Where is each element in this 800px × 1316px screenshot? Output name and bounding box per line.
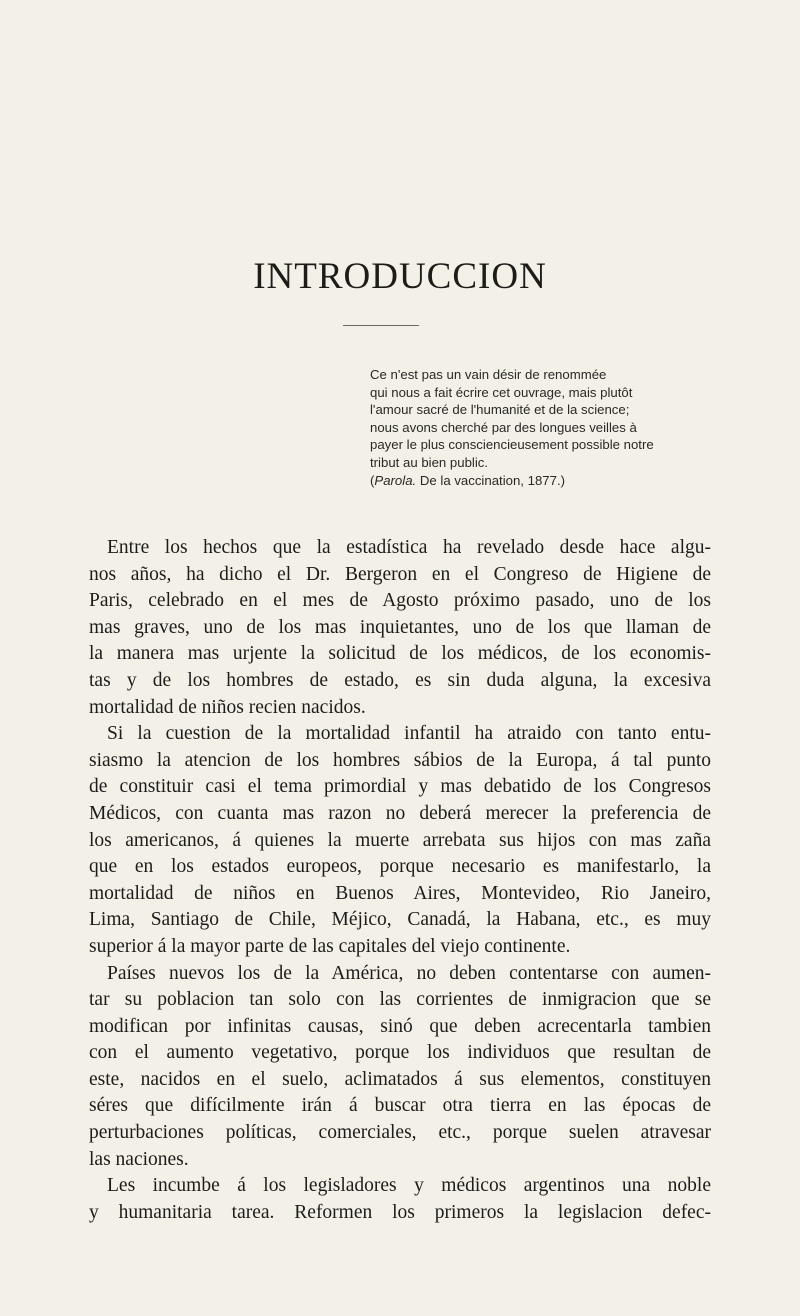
body-line: Entre los hechos que la estadística ha revelado desde hace algu-	[107, 537, 711, 558]
body-line: Países nuevos los de la América, no deben contentarse con aumen-	[107, 962, 711, 984]
body-line: los americanos, á quienes la muerte arrebata sus hijos con mas zaña	[89, 829, 711, 851]
epigraph-source	[370, 472, 710, 490]
epigraph-line: qui nous a fait écrire cet ouvrage, mais plutôt	[370, 384, 633, 400]
epigraph-line: tribut au bien public.	[370, 454, 489, 470]
body-line: modifican por infinitas causas, sinó que deben acrecentarla tambien	[89, 1015, 711, 1037]
body-line: Lima, Santiago de Chile, Méjico, Canadá, la Habana, etc., es muy	[89, 909, 711, 931]
body-line: siasmo la atencion de los hombres sábios de la Europa, á tal punto	[89, 749, 711, 771]
epigraph-source-author: Parola.	[374, 472, 417, 488]
body-text	[89, 535, 711, 1226]
epigraph-line: payer le plus consciencieusement possible notre	[370, 437, 654, 453]
epigraph-source-rest: De la vaccination, 1877.)	[416, 472, 566, 488]
epigraph-line: l'amour sacré de l'humanité et de la science;	[370, 402, 630, 418]
body-line: que en los estados europeos, porque necesario es manifestarlo, la	[89, 856, 711, 878]
body-line: mortalidad de niños en Buenos Aires, Montevideo, Rio Janeiro,	[89, 882, 711, 904]
body-line: tar su poblacion tan solo con las corrientes de inmigracion que se	[89, 989, 711, 1011]
epigraph-line: nous avons cherché par des longues veilles à	[370, 419, 637, 435]
body-line: Paris, celebrado en el mes de Agosto próximo pasado, uno de los	[89, 590, 711, 612]
body-line: este, nacidos en el suelo, aclimatados á sus elementos, constituyen	[89, 1068, 711, 1090]
body-line: de constituir casi el tema primordial y mas debatido de los Congresos	[89, 776, 711, 798]
body-line: séres que difícilmente irán á buscar otra tierra en las épocas de	[89, 1095, 711, 1117]
body-line: las naciones.	[89, 1148, 189, 1170]
body-line: Médicos, con cuanta mas razon no deberá merecer la preferencia de	[89, 802, 711, 824]
epigraph-source-open: (	[370, 472, 375, 488]
body-line: mas graves, uno de los mas inquietantes, uno de los que llaman de	[89, 616, 711, 638]
body-line: con el aumento vegetativo, porque los individuos que resultan de	[89, 1042, 711, 1064]
chapter-title: INTRODUCCION	[253, 256, 547, 297]
body-line: nos años, ha dicho el Dr. Bergeron en el Congreso de Higiene de	[89, 563, 711, 585]
body-line: Les incumbe á los legisladores y médicos argentinos una noble	[107, 1175, 711, 1197]
body-line: perturbaciones políticas, comerciales, etc., porque suelen atravesar	[89, 1122, 711, 1144]
body-line: y humanitaria tarea. Reformen los primeros la legislacion defec-	[89, 1201, 711, 1223]
body-line: superior á la mayor parte de las capitales del viejo continente.	[89, 935, 571, 957]
body-line: tas y de los hombres de estado, es sin duda alguna, la excesiva	[89, 669, 711, 691]
epigraph	[370, 366, 710, 489]
body-line: Si la cuestion de la mortalidad infantil ha atraido con tanto entu-	[107, 723, 711, 745]
epigraph-line: Ce n'est pas un vain désir de renommée	[370, 367, 607, 382]
body-line: mortalidad de niños recien nacidos.	[89, 696, 366, 718]
title-divider	[343, 325, 419, 326]
body-line: la manera mas urjente la solicitud de los médicos, de los economis-	[89, 643, 711, 665]
